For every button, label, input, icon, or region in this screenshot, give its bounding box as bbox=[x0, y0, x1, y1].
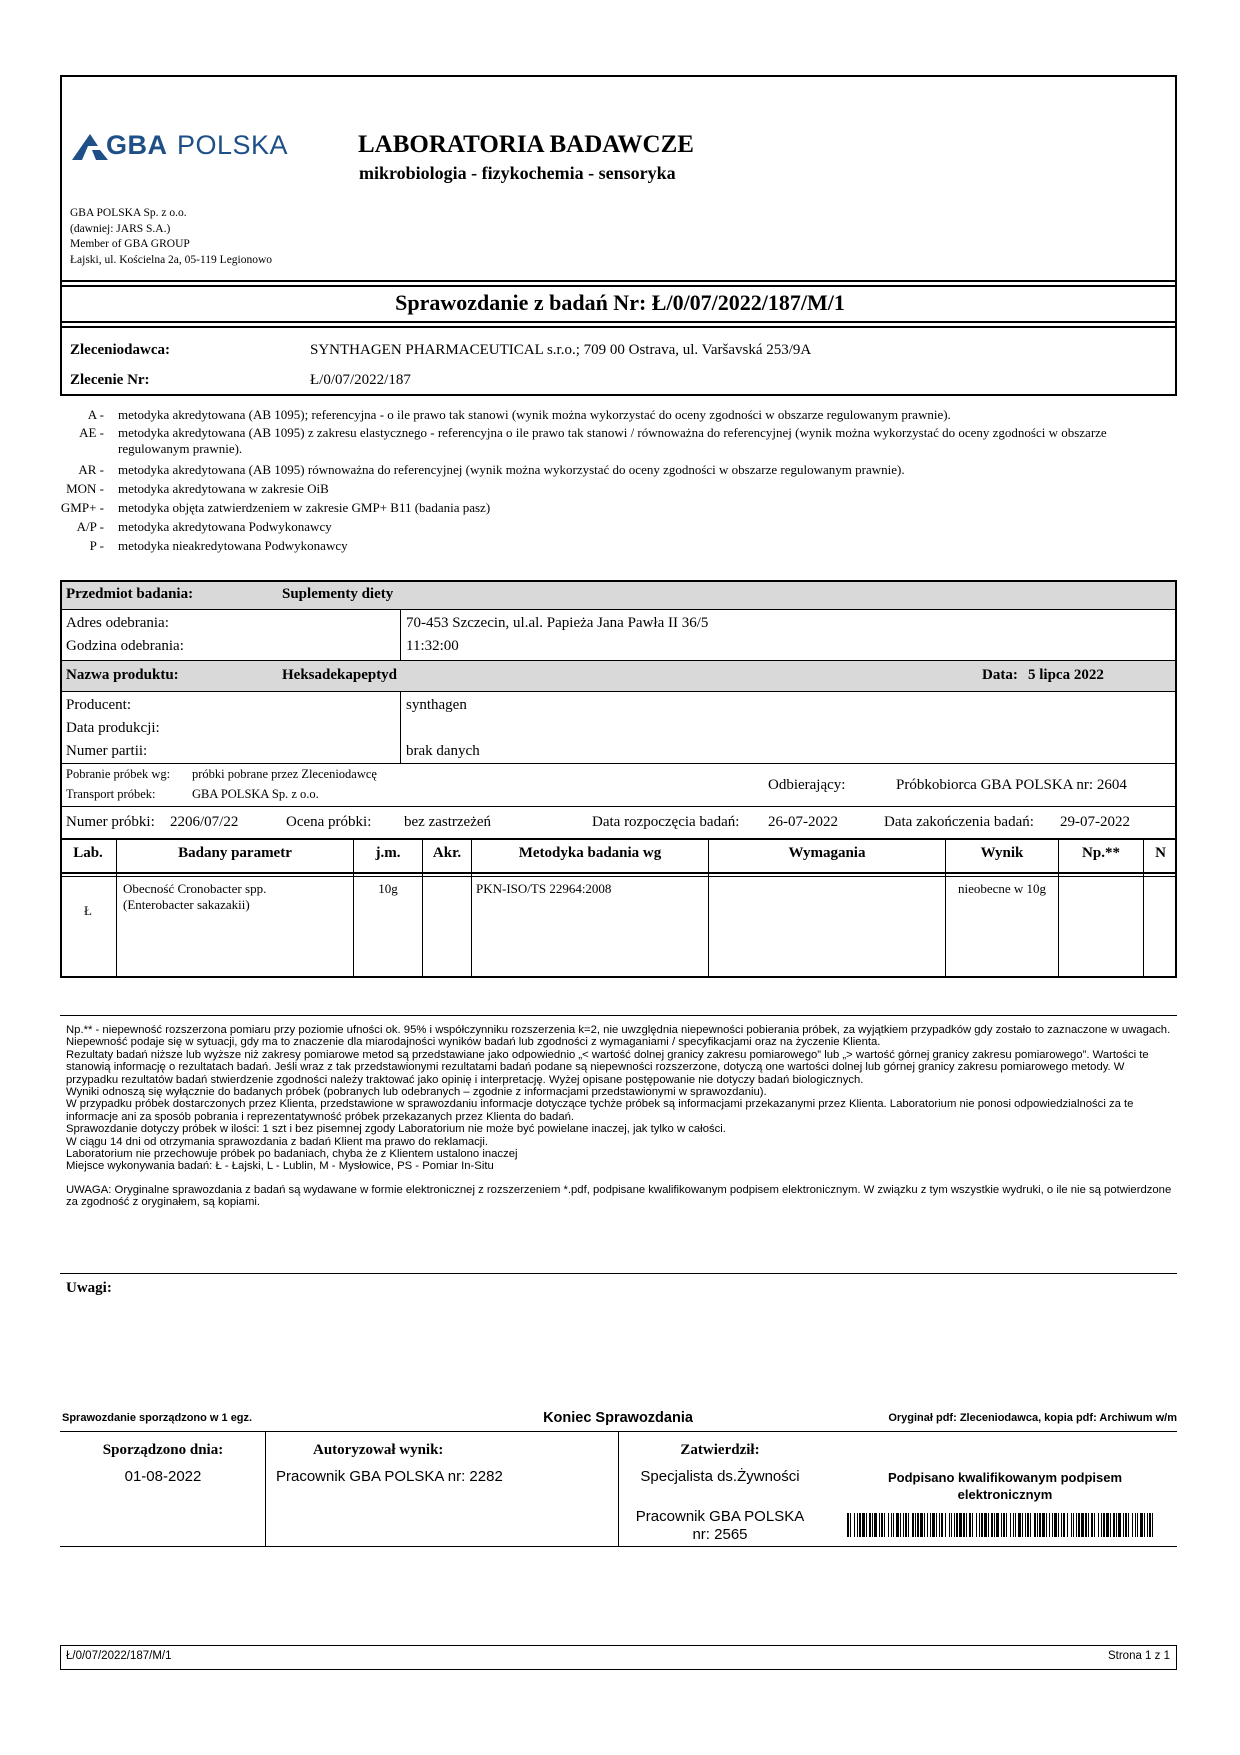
legend-code: GMP+ - bbox=[60, 500, 104, 515]
cell-method: PKN-ISO/TS 22964:2008 bbox=[476, 881, 612, 896]
barcode-bar bbox=[1091, 1513, 1093, 1537]
original-note: Oryginał pdf: Zleceniodawca, kopia pdf: Archiwum w/m bbox=[888, 1412, 1177, 1424]
prod-date-label: Data produkcji: bbox=[66, 720, 160, 736]
col-divider bbox=[945, 838, 946, 978]
barcode-bar bbox=[908, 1513, 909, 1537]
signed-line1: Podpisano kwalifikowanym podpisem bbox=[887, 1470, 1123, 1485]
barcode-bar bbox=[881, 1513, 883, 1537]
note-item: Miejsce wykonywania badań: Ł - Łajski, L - Lublin, M - Mysłowice, PS - Pomiar In-Situ bbox=[66, 1160, 494, 1173]
remarks-label: Uwagi: bbox=[66, 1280, 112, 1296]
barcode-bar bbox=[1039, 1513, 1041, 1537]
divider bbox=[60, 872, 1177, 874]
barcode-bar bbox=[854, 1513, 855, 1537]
divider bbox=[60, 1546, 1177, 1547]
barcode-bar bbox=[1022, 1513, 1023, 1537]
note-item: Sprawozdanie dotyczy próbek w ilości: 1 szt i bez pisemnej zgody Laboratorium nie może być powielane inaczej, jak tylko w całości. bbox=[66, 1123, 726, 1136]
barcode-bar bbox=[936, 1513, 937, 1537]
barcode-bar bbox=[956, 1513, 958, 1537]
company-line: GBA POLSKA Sp. z o.o. bbox=[70, 207, 187, 219]
client-label: Zleceniodawca: bbox=[70, 342, 170, 358]
col-header-result: Wynik bbox=[980, 845, 1024, 861]
barcode-bar bbox=[1027, 1513, 1029, 1537]
barcode-bar bbox=[954, 1513, 955, 1537]
address-label: Adres odebrania: bbox=[66, 615, 169, 631]
divider bbox=[60, 1015, 1177, 1016]
barcode-bar bbox=[872, 1513, 873, 1537]
divider bbox=[60, 1273, 1177, 1274]
barcode-bar bbox=[1042, 1513, 1045, 1537]
assessment-value: bez zastrzeżeń bbox=[404, 814, 492, 830]
divider bbox=[60, 806, 1177, 807]
barcode-bar bbox=[963, 1513, 965, 1537]
company-line: Łajski, ul. Kościelna 2a, 05-119 Legionowo bbox=[70, 253, 273, 266]
barcode-bar bbox=[857, 1513, 858, 1537]
barcode-bar bbox=[915, 1513, 916, 1537]
approved-role: Specjalista ds.Żywności bbox=[640, 1468, 800, 1485]
barcode-bar bbox=[1010, 1513, 1011, 1537]
barcode-bar bbox=[966, 1513, 967, 1537]
col-header-lab: Lab. bbox=[73, 845, 103, 861]
barcode-bar bbox=[1113, 1513, 1115, 1537]
col-divider bbox=[471, 838, 472, 978]
col-divider bbox=[708, 838, 709, 978]
barcode-bar bbox=[1116, 1513, 1117, 1537]
barcode-bar bbox=[1003, 1513, 1005, 1537]
divider bbox=[60, 321, 1177, 323]
barcode-bar bbox=[969, 1513, 971, 1537]
barcode-bar bbox=[1071, 1513, 1072, 1537]
col-header-parameter: Badany parametr bbox=[178, 845, 292, 861]
divider bbox=[60, 763, 1177, 764]
divider bbox=[60, 876, 1177, 877]
authorized-label: Autoryzował wynik: bbox=[313, 1442, 444, 1458]
legend-text: metodyka akredytowana w zakresie OiB bbox=[118, 481, 329, 496]
legend-code: MON - bbox=[66, 481, 104, 496]
gba-logo-icon bbox=[70, 132, 110, 162]
barcode-bar bbox=[1088, 1513, 1089, 1537]
barcode-graphic bbox=[847, 1513, 1157, 1537]
col-header-requirements: Wymagania bbox=[788, 845, 866, 861]
col-divider bbox=[618, 1431, 619, 1546]
authorized-value: Pracownik GBA POLSKA nr: 2282 bbox=[276, 1468, 503, 1485]
client-value: SYNTHAGEN PHARMACEUTICAL s.r.o.; 709 00 Ostrava, ul. Varšavská 253/9A bbox=[310, 342, 812, 358]
note-item: Np.** - niepewność rozszerzona pomiaru przy poziomie ufności ok. 95% i współczynniku rozszerzenia k=2, nie uwzględnia niepewności pobierania próbek, za wyjątkiem przypadków gdy zostało to zaznaczone w uwagach. bbox=[66, 1024, 1171, 1036]
producer-label: Producent: bbox=[66, 697, 131, 713]
col-header-uncertainty: Np.** bbox=[1082, 845, 1120, 861]
start-value: 26-07-2022 bbox=[768, 814, 838, 830]
legend-code: P - bbox=[89, 538, 104, 553]
order-value: Ł/0/07/2022/187 bbox=[310, 372, 411, 388]
barcode-bar bbox=[1152, 1513, 1153, 1537]
barcode-bar bbox=[879, 1513, 880, 1537]
note-item: Laboratorium nie przechowuje próbek po badaniach, chyba że z Klientem ustalono inaczej bbox=[66, 1148, 518, 1161]
barcode-bar bbox=[905, 1513, 907, 1537]
barcode-bar bbox=[1030, 1513, 1031, 1537]
barcode-bar bbox=[1025, 1513, 1026, 1537]
sampling-label: Pobranie próbek wg: bbox=[66, 767, 171, 781]
barcode-bar bbox=[1106, 1513, 1109, 1537]
approved-line1: Pracownik GBA POLSKA bbox=[635, 1508, 805, 1525]
barcode-bar bbox=[874, 1513, 877, 1537]
barcode-bar bbox=[1103, 1513, 1105, 1537]
barcode-bar bbox=[1147, 1513, 1148, 1537]
transport-label: Transport próbek: bbox=[66, 787, 156, 801]
copies-note: Sprawozdanie sporządzono w 1 egz. bbox=[62, 1412, 253, 1424]
barcode-bar bbox=[893, 1513, 894, 1537]
cell-unit: 10g bbox=[378, 881, 398, 896]
batch-value: brak danych bbox=[406, 743, 480, 759]
date-value: 5 lipca 2022 bbox=[1028, 667, 1104, 683]
barcode-bar bbox=[859, 1513, 861, 1537]
barcode-bar bbox=[1149, 1513, 1151, 1537]
producer-value: synthagen bbox=[406, 697, 467, 713]
barcode-bar bbox=[1034, 1513, 1036, 1537]
barcode-bar bbox=[850, 1513, 851, 1537]
barcode-bar bbox=[1058, 1513, 1059, 1537]
end-of-report: Koniec Sprawozdania bbox=[543, 1410, 693, 1426]
col-divider bbox=[353, 838, 354, 978]
barcode-bar bbox=[939, 1513, 940, 1537]
notes-block bbox=[66, 1024, 1176, 1209]
assessment-label: Ocena próbki: bbox=[286, 814, 372, 830]
lab-subtitle: mikrobiologia - fizykochemia - sensoryka bbox=[359, 163, 676, 183]
barcode-bar bbox=[1144, 1513, 1145, 1537]
prepared-label: Sporządzono dnia: bbox=[102, 1442, 224, 1458]
barcode-bar bbox=[1013, 1513, 1014, 1537]
receiver-label: Odbierający: bbox=[768, 777, 846, 793]
divider bbox=[400, 691, 401, 763]
legend-code: A - bbox=[87, 407, 104, 422]
start-label: Data rozpoczęcia badań: bbox=[592, 814, 740, 830]
lab-title: LABORATORIA BADAWCZE bbox=[358, 131, 694, 158]
divider bbox=[400, 609, 401, 660]
note-item: W przypadku próbek dostarczonych przez Klienta, przedstawione w sprawozdaniu informacje dotyczące tychże próbek są informacjami przekazanymi przez Klienta. Laboratorium nie ponosi odpowiedzialności za te informacje ani za sposób pobrania i reprezentatywność próbek przekazanych przez Klienta do badań. bbox=[66, 1098, 1134, 1123]
footer-report-no: Ł/0/07/2022/187/M/1 bbox=[66, 1650, 172, 1662]
legend-code: AE - bbox=[79, 425, 104, 440]
barcode-bar bbox=[994, 1513, 995, 1537]
col-divider bbox=[116, 838, 117, 978]
barcode-bar bbox=[1098, 1513, 1099, 1537]
col-divider bbox=[265, 1431, 266, 1546]
barcode-bar bbox=[1132, 1513, 1133, 1537]
barcode-bar bbox=[1054, 1513, 1057, 1537]
barcode-bar bbox=[979, 1513, 980, 1537]
barcode-bar bbox=[1046, 1513, 1047, 1537]
warning-note: UWAGA: Oryginalne sprawozdania z badań są wydawane w formie elektronicznej z rozszerzeniem *.pdf, podpisane kwalifikowanym podpisem elektronicznym. W związku z tym wszystkie wydruki, o ile nie są potwierdzone za zgodność z oryginałem, są kopiami. bbox=[66, 1183, 1172, 1209]
col-divider bbox=[422, 838, 423, 978]
barcode-bar bbox=[917, 1513, 919, 1537]
end-label: Data zakończenia badań: bbox=[884, 814, 1034, 830]
barcode-bar bbox=[1094, 1513, 1095, 1537]
batch-label: Numer partii: bbox=[66, 743, 148, 759]
barcode-bar bbox=[1128, 1513, 1129, 1537]
divider bbox=[60, 326, 1177, 328]
barcode-bar bbox=[927, 1513, 928, 1537]
col-divider bbox=[1058, 838, 1059, 978]
barcode-bar bbox=[869, 1513, 871, 1537]
time-value: 11:32:00 bbox=[406, 638, 459, 654]
sampling-value: próbki pobrane przez Zleceniodawcę bbox=[192, 767, 377, 781]
barcode-bar bbox=[1137, 1513, 1138, 1537]
barcode-bar bbox=[1078, 1513, 1080, 1537]
product-label: Nazwa produktu: bbox=[66, 667, 179, 683]
sample-no-label: Numer próbki: bbox=[66, 814, 155, 830]
barcode-bar bbox=[945, 1513, 946, 1537]
end-value: 29-07-2022 bbox=[1060, 814, 1130, 830]
legend-text: metodyka akredytowana (AB 1095) z zakresu elastycznego - referencyjna o ile prawo tak stanowi / równoważna do referencyjnej (wynik można wykorzystać do oceny zgodności w obszarze regulowanym prawnie). bbox=[118, 425, 1107, 456]
barcode-bar bbox=[1125, 1513, 1127, 1537]
barcode-bar bbox=[949, 1513, 950, 1537]
barcode-bar bbox=[976, 1513, 977, 1537]
barcode-bar bbox=[930, 1513, 931, 1537]
company-line: Member of GBA GROUP bbox=[70, 238, 190, 250]
note-item: W ciągu 14 dni od otrzymania sprawozdania z badań Klient ma prawo do reklamacji. bbox=[66, 1135, 488, 1148]
note-item: Wyniki odnoszą się wyłącznie do badanych próbek (pobranych lub odebranych – zgodnie z informacjami przedstawionymi w sprawozdaniu). bbox=[66, 1086, 767, 1099]
barcode-bar bbox=[996, 1513, 999, 1537]
barcode-bar bbox=[891, 1513, 892, 1537]
barcode-bar bbox=[866, 1513, 867, 1537]
barcode-bar bbox=[924, 1513, 925, 1537]
approved-label: Zatwierdził: bbox=[680, 1442, 760, 1458]
barcode-bar bbox=[884, 1513, 885, 1537]
barcode-bar bbox=[932, 1513, 935, 1537]
col-divider bbox=[1143, 838, 1144, 978]
col-header-accreditation: Akr. bbox=[432, 845, 462, 861]
note-item: Niepewność podaje się w sytuacji, gdy ma to znaczenie dla miarodajności wyników badań lub zgodności z wymaganiami / specyfikacjami oraz na życzenie Klienta. bbox=[66, 1036, 881, 1049]
barcode-bar bbox=[959, 1513, 962, 1537]
barcode-bar bbox=[1135, 1513, 1136, 1537]
signature-barcode bbox=[847, 1513, 1157, 1537]
sample-no-value: 2206/07/22 bbox=[170, 814, 239, 830]
barcode-bar bbox=[1052, 1513, 1053, 1537]
barcode-bar bbox=[1110, 1513, 1111, 1537]
barcode-bar bbox=[1085, 1513, 1087, 1537]
cell-parameter-line1: Obecność Cronobacter spp. bbox=[123, 881, 267, 896]
barcode-bar bbox=[1006, 1513, 1007, 1537]
barcode-bar bbox=[991, 1513, 993, 1537]
barcode-bar bbox=[896, 1513, 899, 1537]
subject-row-bg bbox=[62, 582, 1175, 609]
transport-value: GBA POLSKA Sp. z o.o. bbox=[192, 787, 319, 801]
subject-value: Suplementy diety bbox=[282, 586, 394, 602]
divider bbox=[60, 285, 1177, 287]
legend-text: metodyka akredytowana (AB 1095); referencyjna - o ile prawo tak stanowi (wynik można wykorzystać do oceny zgodności w obszarze regulowanym prawnie). bbox=[118, 407, 951, 422]
legend-code: A/P - bbox=[76, 519, 104, 534]
barcode-bar bbox=[903, 1513, 904, 1537]
barcode-bar bbox=[862, 1513, 865, 1537]
footer-page-number: Strona 1 z 1 bbox=[1107, 1650, 1170, 1662]
cell-lab: Ł bbox=[84, 903, 92, 918]
barcode-bar bbox=[1061, 1513, 1062, 1537]
legend-code: AR - bbox=[78, 462, 104, 477]
address-value: 70-453 Szczecin, ul.al. Papieża Jana Pawła II 36/5 bbox=[406, 615, 709, 631]
barcode-bar bbox=[847, 1513, 849, 1537]
logo-text-light: POLSKA bbox=[177, 130, 289, 160]
barcode-bar bbox=[1018, 1513, 1021, 1537]
barcode-bar bbox=[981, 1513, 983, 1537]
barcode-bar bbox=[912, 1513, 914, 1537]
barcode-bar bbox=[988, 1513, 989, 1537]
legend-text: metodyka akredytowana Podwykonawcy bbox=[118, 519, 332, 534]
divider bbox=[60, 609, 1177, 610]
barcode-bar bbox=[1076, 1513, 1077, 1537]
legend-text: metodyka objęta zatwierdzeniem w zakresie GMP+ B11 (badania pasz) bbox=[118, 500, 491, 515]
legend-text: metodyka nieakredytowana Podwykonawcy bbox=[118, 538, 348, 553]
product-value: Heksadekapeptyd bbox=[282, 667, 398, 683]
company-line: (dawniej: JARS S.A.) bbox=[70, 222, 171, 235]
barcode-bar bbox=[1073, 1513, 1074, 1537]
legend-text: metodyka akredytowana (AB 1095) równoważna do referencyjnej (wynik można wykorzystać do oceny zgodności w obszarze regulowanym prawnie). bbox=[118, 462, 905, 477]
barcode-bar bbox=[1123, 1513, 1124, 1537]
divider bbox=[60, 838, 1177, 840]
time-label: Godzina odebrania: bbox=[66, 638, 184, 654]
barcode-bar bbox=[920, 1513, 923, 1537]
barcode-bar bbox=[1067, 1513, 1068, 1537]
order-label: Zlecenie Nr: bbox=[70, 372, 150, 388]
date-label: Data: bbox=[982, 667, 1018, 683]
col-header-n: N bbox=[1155, 845, 1166, 861]
barcode-bar bbox=[888, 1513, 889, 1537]
barcode-bar bbox=[972, 1513, 973, 1537]
logo-text-bold: GBA bbox=[106, 130, 168, 160]
gba-logo bbox=[70, 130, 300, 166]
note-item: Rezultaty badań niższe lub wyższe niż zakresy pomiarowe metod są przedstawiane jako odpowiednio „< wartość dolnej granicy zakresu pomiarowego” lub „> wartość górnej granicy zakresu pomiarowego”. Wartości te stanowią informację o rezultatach badań. Jeśli wraz z tak przedstawionymi rezultatami badań podane są niepewności rozszerzone, dotyczą one wartości dolnej lub górnej granicy zakresu pomiarowego metody. W przypadku rezultatów badań stwierdzenie zgodności należy traktować jako opinię i interpretację. Wyżej opisane postępowanie nie dotyczy badań biologicznych. bbox=[66, 1048, 1149, 1086]
subject-label: Przedmiot badania: bbox=[66, 586, 194, 602]
divider bbox=[60, 691, 1177, 692]
barcode-bar bbox=[900, 1513, 901, 1537]
barcode-bar bbox=[1015, 1513, 1016, 1537]
barcode-bar bbox=[1037, 1513, 1038, 1537]
col-header-method: Metodyka badania wg bbox=[518, 845, 662, 861]
receiver-value: Próbkobiorca GBA POLSKA nr: 2604 bbox=[896, 777, 1127, 793]
approved-line2: nr: 2565 bbox=[692, 1526, 748, 1543]
barcode-bar bbox=[1140, 1513, 1143, 1537]
cell-parameter-line2: (Enterobacter sakazakii) bbox=[123, 897, 250, 912]
report-title: Sprawozdanie z badań Nr: Ł/0/07/2022/187/M/1 bbox=[395, 290, 845, 315]
barcode-bar bbox=[1063, 1513, 1065, 1537]
barcode-bar bbox=[941, 1513, 943, 1537]
barcode-bar bbox=[1118, 1513, 1121, 1537]
barcode-bar bbox=[1081, 1513, 1084, 1537]
signed-line2: elektronicznym bbox=[957, 1487, 1053, 1502]
barcode-bar bbox=[984, 1513, 987, 1537]
barcode-bar bbox=[1001, 1513, 1002, 1537]
barcode-bar bbox=[951, 1513, 952, 1537]
col-header-unit: j.m. bbox=[375, 845, 401, 861]
barcode-bar bbox=[1101, 1513, 1102, 1537]
barcode-bar bbox=[1049, 1513, 1050, 1537]
company-address bbox=[70, 206, 272, 268]
divider bbox=[60, 280, 1177, 282]
cell-result: nieobecne w 10g bbox=[957, 881, 1047, 896]
prepared-value: 01-08-2022 bbox=[124, 1468, 202, 1485]
